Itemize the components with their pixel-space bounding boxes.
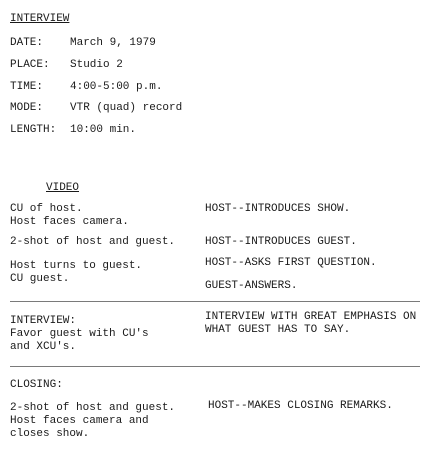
interview-video-cell [10, 315, 149, 354]
mode-value: VTR (quad) record [70, 102, 183, 114]
length-value: 10:00 min. [70, 124, 137, 136]
section-divider [10, 301, 420, 302]
closing-heading: CLOSING: [10, 379, 63, 391]
audio-cell-1: HOST--INTRODUCES SHOW. [205, 203, 351, 215]
audio-cell-2: HOST--INTRODUCES GUEST. [205, 236, 357, 248]
date-value: March 9, 1979 [70, 37, 156, 49]
video-line: Host faces camera and [10, 415, 149, 427]
video-column-heading: VIDEO [46, 182, 80, 194]
video-line: Host turns to guest. [10, 260, 143, 272]
audio-line: WHAT GUEST HAS TO SAY. [205, 324, 351, 336]
audio-line: INTERVIEW WITH GREAT EMPHASIS ON [205, 311, 417, 323]
time-value: 4:00-5:00 p.m. [70, 81, 163, 93]
video-line: CU guest. [10, 273, 70, 285]
video-cell-3 [10, 260, 142, 286]
video-line: CU of host. [10, 203, 83, 215]
video-line: Favor guest with CU's [10, 328, 149, 340]
closing-video-cell [10, 402, 175, 441]
video-line: INTERVIEW: [10, 315, 77, 327]
place-label: PLACE: [10, 59, 50, 71]
video-line: Host faces camera. [10, 216, 129, 228]
mode-label: MODE: [10, 102, 44, 114]
interview-audio-cell [205, 311, 416, 337]
video-cell-2: 2-shot of host and guest. [10, 236, 176, 248]
section-divider [10, 366, 420, 367]
video-line: and XCU's. [10, 341, 77, 353]
closing-audio-cell: HOST--MAKES CLOSING REMARKS. [208, 400, 393, 412]
place-value: Studio 2 [70, 59, 123, 71]
time-label: TIME: [10, 81, 44, 93]
audio-cell-4: GUEST-ANSWERS. [205, 280, 298, 292]
audio-cell-3: HOST--ASKS FIRST QUESTION. [205, 257, 377, 269]
video-line: closes show. [10, 428, 90, 440]
video-line: 2-shot of host and guest. [10, 402, 176, 414]
document-title: INTERVIEW [10, 13, 70, 25]
video-cell-1 [10, 203, 129, 229]
length-label: LENGTH: [10, 124, 57, 136]
date-label: DATE: [10, 37, 44, 49]
